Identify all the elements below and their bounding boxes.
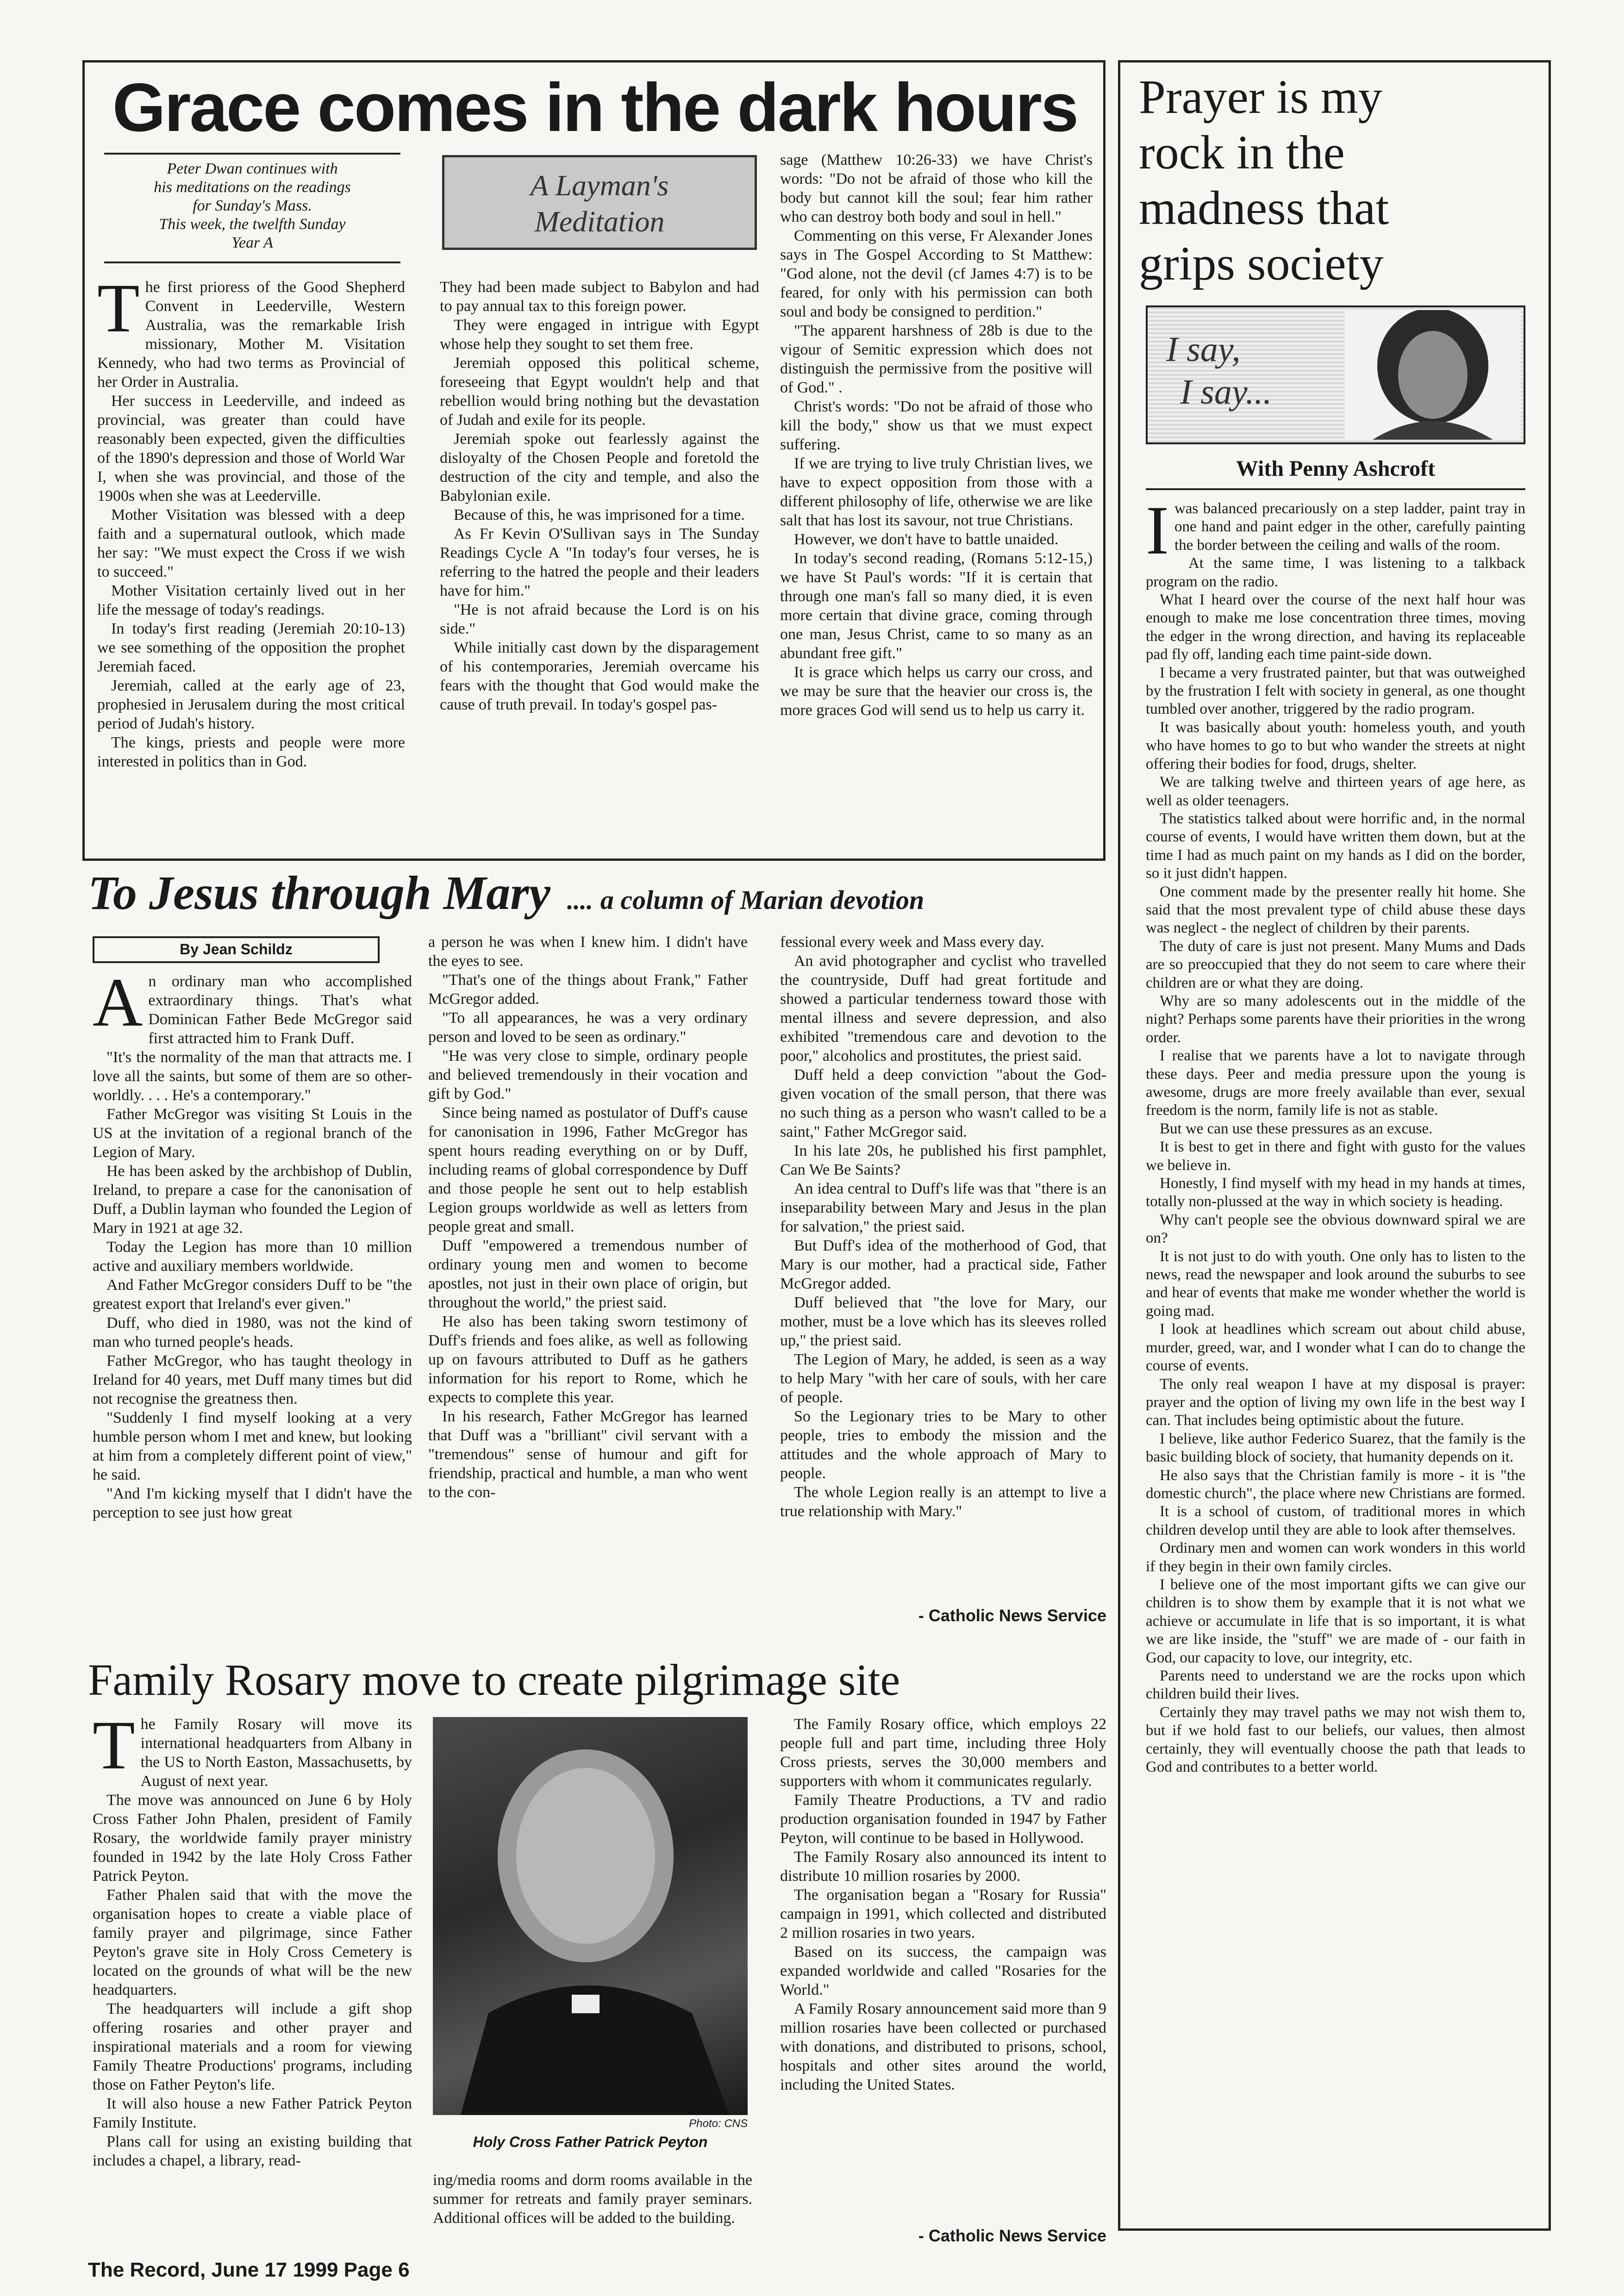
marian-paragraph: So the Legionary tries to be Mary to other people, tries to embody the mission and the attitudes and the whole approach of Mary to people. (780, 1408, 1106, 1482)
prayer-paragraph: was balanced precariously on a step ladder, paint tray in one hand and paint edger in the other, carefully painting the border between the ceiling and walls of the room. (1174, 500, 1525, 554)
marian-paragraph: In his research, Father McGregor has learned that Duff was a "brilliant" civil servant with a "tremendous" sense of humour and gift for friendship, practical and humble, a man who went to the con- (428, 1408, 748, 1501)
rosary-column-1 (93, 1715, 412, 2249)
grace-paragraph: sage (Matthew 10:26-33) we have Christ's words: "Do not be afraid of those who kill the body but cannot kill the soul; fear him rather who can destroy both body and soul in hell." (780, 151, 1093, 225)
prayer-paragraph: Ordinary men and women can work wonders in this world if they begin in their own family circles. (1146, 1540, 1525, 1575)
photo-caption: Holy Cross Father Patrick Peyton (473, 2134, 708, 2150)
prayer-drop-cap: I (1146, 500, 1169, 569)
marian-paragraph: n ordinary man who accomplished extraordinary things. That's what Dominican Father Bede McGregor said first attracted him to Frank Duff. (148, 973, 412, 1047)
grace-paragraph: Jeremiah opposed this political scheme, foreseeing that Egypt wouldn't help and that rebellion would bring nothing but the devastation of Judah and exile for its people. (440, 355, 759, 429)
grace-intro (100, 160, 405, 252)
i-say-banner (1146, 305, 1525, 444)
grace-paragraph: Christ's words: "Do not be afraid of those who kill the body," show us that we must expect suffering. (780, 398, 1093, 453)
marian-paragraph: The Legion of Mary, he added, is seen as a way to help Mary "with her care of souls, with her care of people. (780, 1351, 1106, 1406)
prayer-paragraph: Certainly they may travel paths we may not wish them to, but if we hold fast to our beliefs, our values, then almost certainly, they will eventually choose the path that leads to God and contributes to a better world. (1146, 1704, 1525, 1776)
marian-paragraph: Father McGregor, who has taught theology in Ireland for 40 years, met Duff many times but did not recognise the greatness then. (93, 1352, 412, 1407)
prayer-headline-line: Prayer is my (1139, 70, 1382, 124)
grace-paragraph: The kings, priests and people were more interested in politics than in God. (97, 734, 405, 770)
prayer-paragraph: I believe, like author Federico Suarez, that the family is the basic building block of society, that humanity depends on it. (1146, 1430, 1525, 1466)
rosary-paragraph: The organisation began a "Rosary for Russia" campaign in 1991, which collected and distributed 2 million rosaries in two years. (780, 1886, 1106, 1941)
grace-intro-line: This week, the twelfth Sunday (159, 216, 346, 233)
prayer-paragraph: It is best to get in there and fight with gusto for the values we believe in. (1146, 1139, 1525, 1174)
grace-column-3 (780, 150, 1093, 852)
portrait-icon (1345, 310, 1521, 440)
marian-title: To Jesus through Mary (88, 866, 550, 920)
marian-column-2 (428, 933, 748, 1629)
prayer-paragraph: Why can't people see the obvious downward spiral we are on? (1146, 1211, 1525, 1247)
prayer-paragraph: But we can use these pressures as an excuse. (1160, 1120, 1433, 1137)
marian-paragraph: Father McGregor was visiting St Louis in the US at the invitation of a regional branch of the Legion of Mary. (93, 1106, 412, 1161)
i-say-line: I say... (1180, 373, 1272, 411)
prayer-paragraph: Parents need to understand we are the rocks upon which children build their lives. (1146, 1668, 1525, 1703)
prayer-paragraph: I look at headlines which scream out about child abuse, murder, greed, war, and I wonder what I can do to change the course of events. (1146, 1321, 1525, 1375)
marian-paragraph: The whole Legion really is an attempt to live a true relationship with Mary." (780, 1484, 1106, 1520)
marian-paragraph: Duff believed that "the love for Mary, our mother, must be a love which has its sleeves rolled up," the priest said. (780, 1294, 1106, 1349)
marian-paragraph: He has been asked by the archbishop of Dublin, Ireland, to prepare a case for the canonisation of Duff, a Dublin layman who founded the Legion of Mary in 1921 at age 32. (93, 1163, 412, 1237)
marian-paragraph: "That's one of the things about Frank," Father McGregor added. (428, 971, 748, 1008)
grace-paragraph: In today's first reading (Jeremiah 20:10-13) we see something of the opposition the prophet Jeremiah faced. (97, 620, 405, 675)
grace-paragraph: If we are trying to live truly Christian lives, we have to expect opposition from those with a different philosophy of life, otherwise we are like salt that has lost its savour, not true Christians. (780, 455, 1093, 529)
grace-paragraph: While initially cast down by the disparagement of his contemporaries, Jeremiah overcame his fears with the thought that God would make the cause of truth prevail. In today's gospel pas- (440, 639, 759, 713)
grace-paragraph: However, we don't have to battle unaided. (794, 531, 1059, 548)
prayer-paragraph: Why are so many adolescents out in the middle of the night? Perhaps some parents have their priorities in the wrong order. (1146, 992, 1525, 1046)
prayer-column (1146, 500, 1525, 2221)
prayer-paragraph: Honestly, I find myself with my head in my hands at times, totally non-plussed at the way in which society is heading. (1146, 1175, 1525, 1210)
rosary-headline: Family Rosary move to create pilgrimage site (88, 1655, 900, 1705)
marian-dots: .... (566, 886, 592, 915)
prayer-byline-rule (1146, 488, 1525, 490)
grace-paragraph: he first prioress of the Good Shepherd Convent in Leederville, Western Australia, was the remarkable Irish missionary, Mother M. Visitation Kennedy, who had two terms as Provincial of her Order in Australia. (97, 279, 405, 391)
marian-paragraph: But Duff's idea of the motherhood of God, that Mary is our mother, had a practical side, Father McGregor added. (780, 1237, 1106, 1292)
marian-headline (88, 865, 1106, 920)
prayer-paragraph: It was basically about youth: homeless youth, and youth who have homes to go to but who wander the streets at night offering their bodies for food, drugs, shelter. (1146, 719, 1525, 772)
prayer-paragraph: It is a school of custom, of traditional mores in which children develop until they are able to look after themselves. (1146, 1503, 1525, 1538)
marian-paragraph: And Father McGregor considers Duff to be "the greatest export that Ireland's ever given." (93, 1276, 412, 1313)
grace-headline: Grace comes in the dark hours (112, 69, 1078, 146)
prayer-paragraph: The statistics talked about were horrific and, in the normal course of events, I would have written them down, but at the time I had as much paint on my hands as I did on the border, so it just didn't happen. (1146, 810, 1525, 882)
rosary-column-3 (780, 1715, 1106, 2226)
grace-intro-line: Year A (231, 234, 273, 251)
prayer-paragraph: I became a very frustrated painter, but that was outweighed by the frustration I felt with society in general, as one thought tumbled over another, triggered by the radio program. (1146, 664, 1525, 718)
prayer-paragraph: At the same time, I was listening to a talkback program on the radio. (1146, 555, 1525, 590)
marian-column-1 (93, 972, 412, 1629)
grace-intro-line: for Sunday's Mass. (193, 197, 312, 214)
rosary-paragraph: The Family Rosary also announced its intent to distribute 10 million rosaries by 2000. (780, 1848, 1106, 1885)
father-peyton-photo (433, 1717, 748, 2115)
rosary-paragraph: The Family Rosary office, which employs 22 people full and part time, including three Holy Cross priests, serves the 30,000 members and supporters with whom it communicates regularly. (780, 1716, 1106, 1790)
rosary-column-2-tail (433, 2171, 752, 2249)
grace-paragraph: Commenting on this verse, Fr Alexander Jones says in The Gospel According to St Matthew: "God alone, not the devil (cf James 4:7) is to be feared, for only with his permission can both soul and body be consigned to perdition." (780, 227, 1093, 320)
grace-paragraph: Her success in Leederville, and indeed as provincial, was greater than could have reasonably been expected, given the difficulties of the 1890's depression and those of World War I, when she was provincial, and those of the 1900s when she was at Leederville. (97, 392, 405, 504)
grace-column-2 (440, 278, 759, 852)
photo-credit: Photo: CNS (689, 2117, 748, 2130)
marian-paragraph: Since being named as postulator of Duff's cause for canonisation in 1996, Father McGregor has spent hours reading everything on or by Duff, including reams of global correspondence by Duff and those people he sent out to help establish Legion groups worldwide as well as letters from people great and small. (428, 1104, 748, 1235)
marian-drop-cap: A (93, 972, 143, 1041)
prayer-headline-line: rock in the (1139, 126, 1345, 179)
rosary-paragraph: Based on its success, the campaign was expanded worldwide and called "Rosaries for the World." (780, 1943, 1106, 1998)
marian-paragraph: Duff held a deep conviction "about the God-given vocation of the small person, that there was no such thing as a person who wasn't called to be a saint," Father McGregor said. (780, 1066, 1106, 1140)
grace-paragraph: Mother Visitation certainly lived out in her life the message of today's readings. (97, 582, 405, 618)
grace-column-1 (97, 278, 405, 852)
rosary-drop-cap: T (93, 1715, 135, 1784)
prayer-headline-line: madness that (1139, 181, 1389, 235)
prayer-byline: With Penny Ashcroft (1236, 456, 1436, 481)
marian-paragraph: fessional every week and Mass every day. (780, 933, 1044, 951)
marian-byline: By Jean Schildz (93, 936, 380, 963)
grace-intro-line: his meditations on the readings (154, 179, 351, 196)
prayer-paragraph: It is not just to do with youth. One only has to listen to the news, read the newspaper and look around the suburbs to see and hear of events that make me wonder whether the world is going mad. (1146, 1248, 1525, 1319)
portrait-silhouette-icon (433, 1717, 748, 2115)
i-say-line: I say, (1166, 330, 1241, 369)
grace-drop-cap: T (97, 278, 140, 347)
marian-column-3 (780, 933, 1106, 1601)
marian-paragraph: In his late 20s, he published his first pamphlet, Can We Be Saints? (780, 1142, 1106, 1178)
grace-intro-rule (104, 261, 400, 263)
rosary-paragraph: he Family Rosary will move its international headquarters from Albany in the US to North Easton, Massachusetts, by August of next year. (140, 1716, 412, 1790)
rosary-paragraph: It will also house a new Father Patrick Peyton Family Institute. (93, 2095, 412, 2131)
marian-paragraph: a person he was when I knew him. I didn't have the eyes to see. (428, 933, 748, 970)
meditation-line: Meditation (534, 205, 665, 238)
marian-paragraph: Duff, who died in 1980, was not the kind of man who turned people's heads. (93, 1314, 412, 1350)
marian-paragraph: An idea central to Duff's life was that "there is an inseparability between Mary and Jesus in the plan for salvation," the priest said. (780, 1180, 1106, 1235)
prayer-paragraph: The only real weapon I have at my disposal is prayer: prayer and the option of living my own life in the best way I can. That includes being optimistic about the future. (1146, 1375, 1525, 1429)
prayer-paragraph: The duty of care is just not present. Many Mums and Dads are so preoccupied that they do not seem to care where their children are or what they are doing. (1146, 938, 1525, 991)
marian-paragraph: "It's the normality of the man that attracts me. I love all the saints, but some of them are so other-worldly. . . . He's a contemporary." (93, 1049, 412, 1104)
i-say-text (1166, 328, 1333, 413)
marian-paragraph: "He was very close to simple, ordinary people and believed tremendously in their vocation and gift by God." (428, 1047, 748, 1102)
marian-credit: - Catholic News Service (918, 1606, 1106, 1625)
columnist-portrait (1345, 310, 1521, 440)
grace-paragraph: "He is not afraid because the Lord is on his side." (440, 601, 759, 637)
grace-paragraph: As Fr Kevin O'Sullivan says in The Sunday Readings Cycle A "In today's four verses, he is referring to the hatred the people and their leaders have for him." (440, 525, 759, 599)
grace-paragraph: They were engaged in intrigue with Egypt whose help they sought to set them free. (440, 317, 759, 353)
rosary-paragraph: Plans call for using an existing building that includes a chapel, a library, read- (93, 2133, 412, 2169)
rosary-paragraph: ing/media rooms and dorm rooms available in the summer for retreats and family prayer seminars. Additional offices will be added to the building. (433, 2172, 752, 2227)
prayer-paragraph: We are talking twelve and thirteen years of age here, as well as older teenagers. (1146, 774, 1525, 809)
meditation-line: A Layman's (530, 169, 669, 202)
rosary-paragraph: Father Phalen said that with the move the organisation hopes to create a viable place of family prayer and pilgrimage, since Father Peyton's grave site in Holy Cross Cemetery is located on the grounds of what will be the new headquarters. (93, 1886, 412, 1998)
rosary-paragraph: The move was announced on June 6 by Holy Cross Father John Phalen, president of Family Rosary, the worldwide family prayer ministry founded in 1942 by the late Holy Cross Father Patrick Peyton. (93, 1792, 412, 1885)
grace-intro-rule (104, 153, 400, 155)
prayer-headline (1139, 69, 1537, 292)
marian-paragraph: Duff "empowered a tremendous number of ordinary young men and women to become apostles, not just in their own place of origin, but throughout the world," the priest said. (428, 1237, 748, 1311)
marian-paragraph: "To all appearances, he was a very ordinary person and loved to be seen as ordinary." (428, 1009, 748, 1045)
marian-paragraph: "And I'm kicking myself that I didn't have the perception to see just how great (93, 1485, 412, 1521)
marian-paragraph: An avid photographer and cyclist who travelled the countryside, Duff had great fortitude and showed a particular tenderness toward those with mental illness and severe depression, and also exhibited "tremendous care and devotion to the poor," alcoholics and prostitutes, the priest said. (780, 952, 1106, 1064)
prayer-paragraph: I realise that we parents have a lot to navigate through these days. Peer and media pressure upon the young is awesome, drugs are more freely available than ever, sexual freedom is the norm, family life is not as stable. (1146, 1047, 1525, 1119)
rosary-paragraph: The headquarters will include a gift shop offering rosaries and other prayer and inspirational materials and a room for viewing Family Theatre Productions' programs, including those on Father Peyton's life. (93, 2000, 412, 2093)
grace-intro-line: Peter Dwan continues with (167, 160, 338, 177)
prayer-paragraph: He also says that the Christian family is more - it is "the domestic church", the place where new Christians are formed. (1146, 1467, 1525, 1502)
prayer-headline-line: grips society (1139, 237, 1384, 290)
prayer-paragraph: I believe one of the most important gifts we can give our children is to show them by example that it is not what we achieve or accumulate in life that is so important, it is what we are like inside, the "stuff" we are made of - our faith in God, our capacity to love, our integrity, etc. (1146, 1576, 1525, 1666)
grace-paragraph: Jeremiah, called at the early age of 23, prophesied in Jerusalem during the most critical period of Judah's history. (97, 677, 405, 732)
grace-paragraph: Because of this, he was imprisoned for a time. (454, 506, 745, 523)
prayer-paragraph: What I heard over the course of the next half hour was enough to make me lose concentration three times, moving the edger in the wrong direction, and having its replaceable pad fly off, landing each time paint-side down. (1146, 591, 1525, 663)
rosary-paragraph: A Family Rosary announcement said more than 9 million rosaries have been collected or purchased with donations, and distributed to prisons, school, hospitals and other sites around the world, including the United States. (780, 2000, 1106, 2093)
page-footer: The Record, June 17 1999 Page 6 (88, 2259, 410, 2281)
grace-paragraph: In today's second reading, (Romans 5:12-15,) we have St Paul's words: "If it is certain that through one man's fall so many died, it is even more certain that divine grace, coming through one man, Jesus Christ, came to so many as an abundant free gift." (780, 550, 1093, 662)
rosary-paragraph: Family Theatre Productions, a TV and radio production organisation founded in 1947 by Father Peyton, will continue to be based in Hollywood. (780, 1792, 1106, 1847)
laymans-meditation-box (442, 155, 757, 250)
grace-paragraph: "The apparent harshness of 28b is due to the vigour of Semitic expression which does not distinguish the permissive from the positive will of God." . (780, 322, 1093, 396)
grace-paragraph: Mother Visitation was blessed with a deep faith and a supernatural outlook, which made her say: "We must expect the Cross if we wish to succeed." (97, 506, 405, 580)
marian-paragraph: Today the Legion has more than 10 million active and auxiliary members worldwide. (93, 1238, 412, 1275)
prayer-paragraph: One comment made by the presenter really hit home. She said that the most prevalent type of child abuse these days was neglect - the neglect of children by their parents. (1146, 883, 1525, 937)
grace-paragraph: It is grace which helps us carry our cross, and we may be sure that the heavier our cross is, the more graces God will send us to help us carry it. (780, 664, 1093, 719)
grace-paragraph: Jeremiah spoke out fearlessly against the disloyalty of the Chosen People and foretold the destruction of the city and temple, and also the Babylonian exile. (440, 430, 759, 504)
rosary-credit: - Catholic News Service (918, 2226, 1106, 2245)
marian-paragraph: "Suddenly I find myself looking at a very humble person whom I met and knew, but looking at him from a completely different point of view," he said. (93, 1409, 412, 1483)
grace-paragraph: They had been made subject to Babylon and had to pay annual tax to this foreign power. (440, 279, 759, 315)
marian-paragraph: He also has been taking sworn testimony of Duff's friends and foes alike, as well as following up on favours attributed to Duff as he gathers information for his report to Rome, which he expects to complete this year. (428, 1313, 748, 1406)
marian-subtitle: a column of Marian devotion (600, 885, 924, 915)
